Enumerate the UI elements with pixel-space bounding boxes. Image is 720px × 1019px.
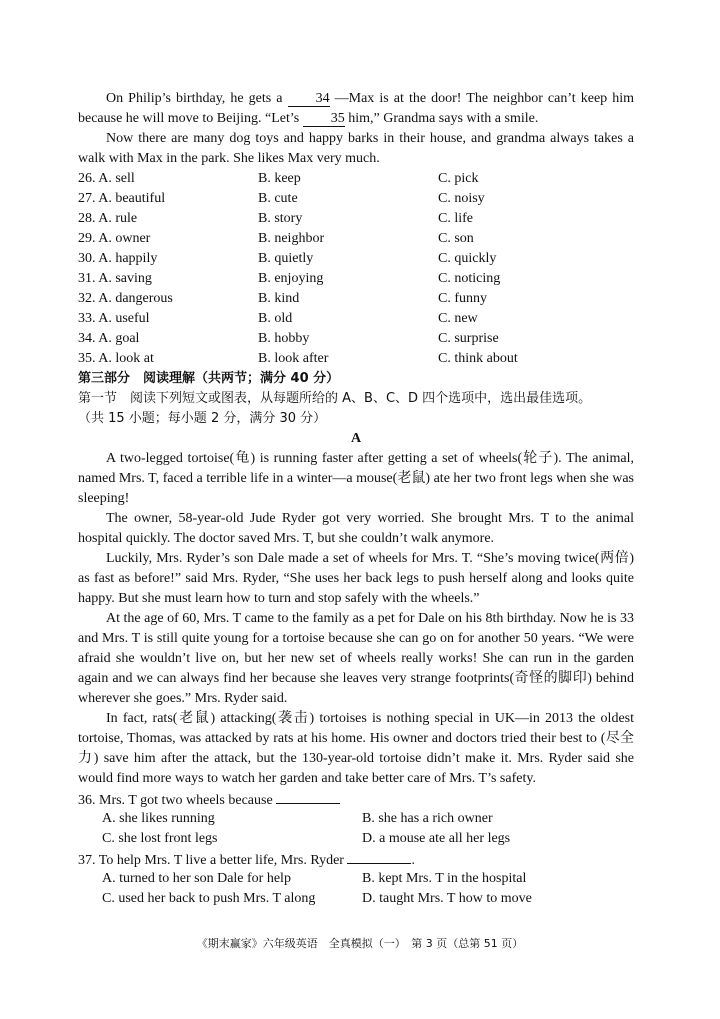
option-b: B. quietly [258, 251, 314, 266]
question-36-options [78, 809, 634, 849]
option-b: B. kind [258, 291, 300, 306]
option-c: C. funny [438, 291, 487, 306]
question-37 [78, 849, 634, 869]
answer-blank-36[interactable] [276, 789, 340, 804]
choice-b[interactable]: B. kept Mrs. T in the hospital [362, 871, 527, 886]
option-row [78, 229, 634, 249]
intro-paragraph-2: Now there are many dog toys and happy barks in their house, and grandma always takes a walk with Max in the park. She likes Max very much. [78, 131, 634, 166]
intro-text-a: On Philip’s birthday, he gets a [106, 91, 283, 106]
option-row [78, 209, 634, 229]
passage-paragraph-3: Luckily, Mrs. Ryder’s son Dale made a set of wheels for Mrs. T. “She’s moving twice(两倍) as fast as before!” said Mrs. Ryder, “She uses her back legs to push herself along and looks quite happy. But she must learn how to turn and stop safely with the wheels.” [78, 551, 634, 606]
option-b: B. old [258, 311, 293, 326]
option-b: B. neighbor [258, 231, 325, 246]
option-a: 33. A. useful [78, 311, 150, 326]
option-c: C. think about [438, 351, 518, 366]
passage-paragraph-1: A two-legged tortoise(龟) is running faster after getting a set of wheels(轮子). The animal, named Mrs. T, faced a terrible life in a winter—a mouse(老鼠) ate her two front legs when she was sleeping! [78, 451, 634, 506]
part3-heading: 第三部分 阅读理解（共两节；满分 40 分） [78, 371, 340, 386]
option-c: C. new [438, 311, 478, 326]
option-c: C. pick [438, 171, 479, 186]
question-36 [78, 789, 634, 809]
passage-paragraph-5: In fact, rats(老鼠) attacking(袭击) tortoises is nothing special in UK—in 2013 the oldest tortoise, Thomas, was attacked by rats at his home. His owner and doctors tried their best to (尽全力) save him after the attack, but the 130-year-old tortoise didn’t make it. Mrs. Ryder said she would find more ways to watch her garden and take better care of Mrs. T’s safety. [78, 711, 634, 786]
question-37-options [78, 869, 634, 909]
intro-text-b: —Max is at the door! The neighbor can’t keep him because he will move to Beijing. “Let’s [78, 91, 635, 126]
passage-paragraph-2: The owner, 58-year-old Jude Ryder got very worried. She brought Mrs. T to the animal hospital quickly. The doctor saved Mrs. T, but she couldn’t walk anymore. [78, 511, 634, 546]
option-b: B. story [258, 211, 303, 226]
option-c: C. life [438, 211, 473, 226]
option-c: C. noisy [438, 191, 485, 206]
option-b: B. look after [258, 351, 329, 366]
option-b: B. enjoying [258, 271, 324, 286]
blank-34: 34 [288, 91, 330, 107]
option-a: 31. A. saving [78, 271, 152, 286]
option-c: C. noticing [438, 271, 501, 286]
choice-c[interactable]: C. she lost front legs [102, 831, 218, 846]
option-a: 30. A. happily [78, 251, 158, 266]
option-a: 27. A. beautiful [78, 191, 166, 206]
choice-b[interactable]: B. she has a rich owner [362, 811, 493, 826]
passage-title: A [350, 431, 362, 446]
option-row [78, 309, 634, 329]
option-c: C. surprise [438, 331, 499, 346]
option-a: 35. A. look at [78, 351, 154, 366]
question-37-end: . [411, 853, 415, 868]
cloze-options [78, 169, 634, 369]
part3-instruction-1: 第一节 阅读下列短文或图表，从每题所给的 A、B、C、D 四个选项中，选出最佳选项。 [78, 391, 592, 406]
intro-paragraph-1 [78, 89, 634, 129]
option-row [78, 169, 634, 189]
option-row [78, 189, 634, 209]
option-a: 28. A. rule [78, 211, 138, 226]
passage-paragraph-4: At the age of 60, Mrs. T came to the family as a pet for Dale on his 8th birthday. Now he is 33 and Mrs. T is still quite young for a tortoise because she can go on for another 50 years. “We were afraid she wouldn’t live on, but her new set of wheels really works! She can run in the garden again and we can always find her because she leaves very strange footprints(奇怪的脚印) behind wherever she goes.” Mrs. Ryder said. [78, 611, 634, 706]
option-a: 34. A. goal [78, 331, 140, 346]
choice-d[interactable]: D. a mouse ate all her legs [362, 831, 511, 846]
option-b: B. cute [258, 191, 298, 206]
option-row [78, 349, 634, 369]
option-row [78, 329, 634, 349]
part3-instruction-2: （共 15 小题；每小题 2 分，满分 30 分） [78, 411, 327, 426]
choice-a[interactable]: A. turned to her son Dale for help [102, 871, 291, 886]
blank-35: 35 [303, 111, 345, 127]
option-a: 32. A. dangerous [78, 291, 173, 306]
option-row [78, 289, 634, 309]
intro-text-c: him,” Grandma says with a smile. [348, 111, 539, 126]
question-37-stem: 37. To help Mrs. T live a better life, Mrs. Ryder [78, 853, 344, 868]
option-c: C. son [438, 231, 474, 246]
option-row [78, 249, 634, 269]
choice-c[interactable]: C. used her back to push Mrs. T along [102, 891, 316, 906]
option-a: 26. A. sell [78, 171, 135, 186]
option-row [78, 269, 634, 289]
page-footer: 《期末赢家》六年级英语 全真模拟（一） 第 3 页（总第 51 页） [196, 937, 524, 950]
choice-a[interactable]: A. she likes running [102, 811, 215, 826]
option-b: B. keep [258, 171, 301, 186]
option-c: C. quickly [438, 251, 497, 266]
question-36-stem: 36. Mrs. T got two wheels because [78, 793, 273, 808]
choice-d[interactable]: D. taught Mrs. T how to move [362, 891, 532, 906]
option-b: B. hobby [258, 331, 310, 346]
answer-blank-37[interactable] [347, 849, 411, 864]
option-a: 29. A. owner [78, 231, 151, 246]
